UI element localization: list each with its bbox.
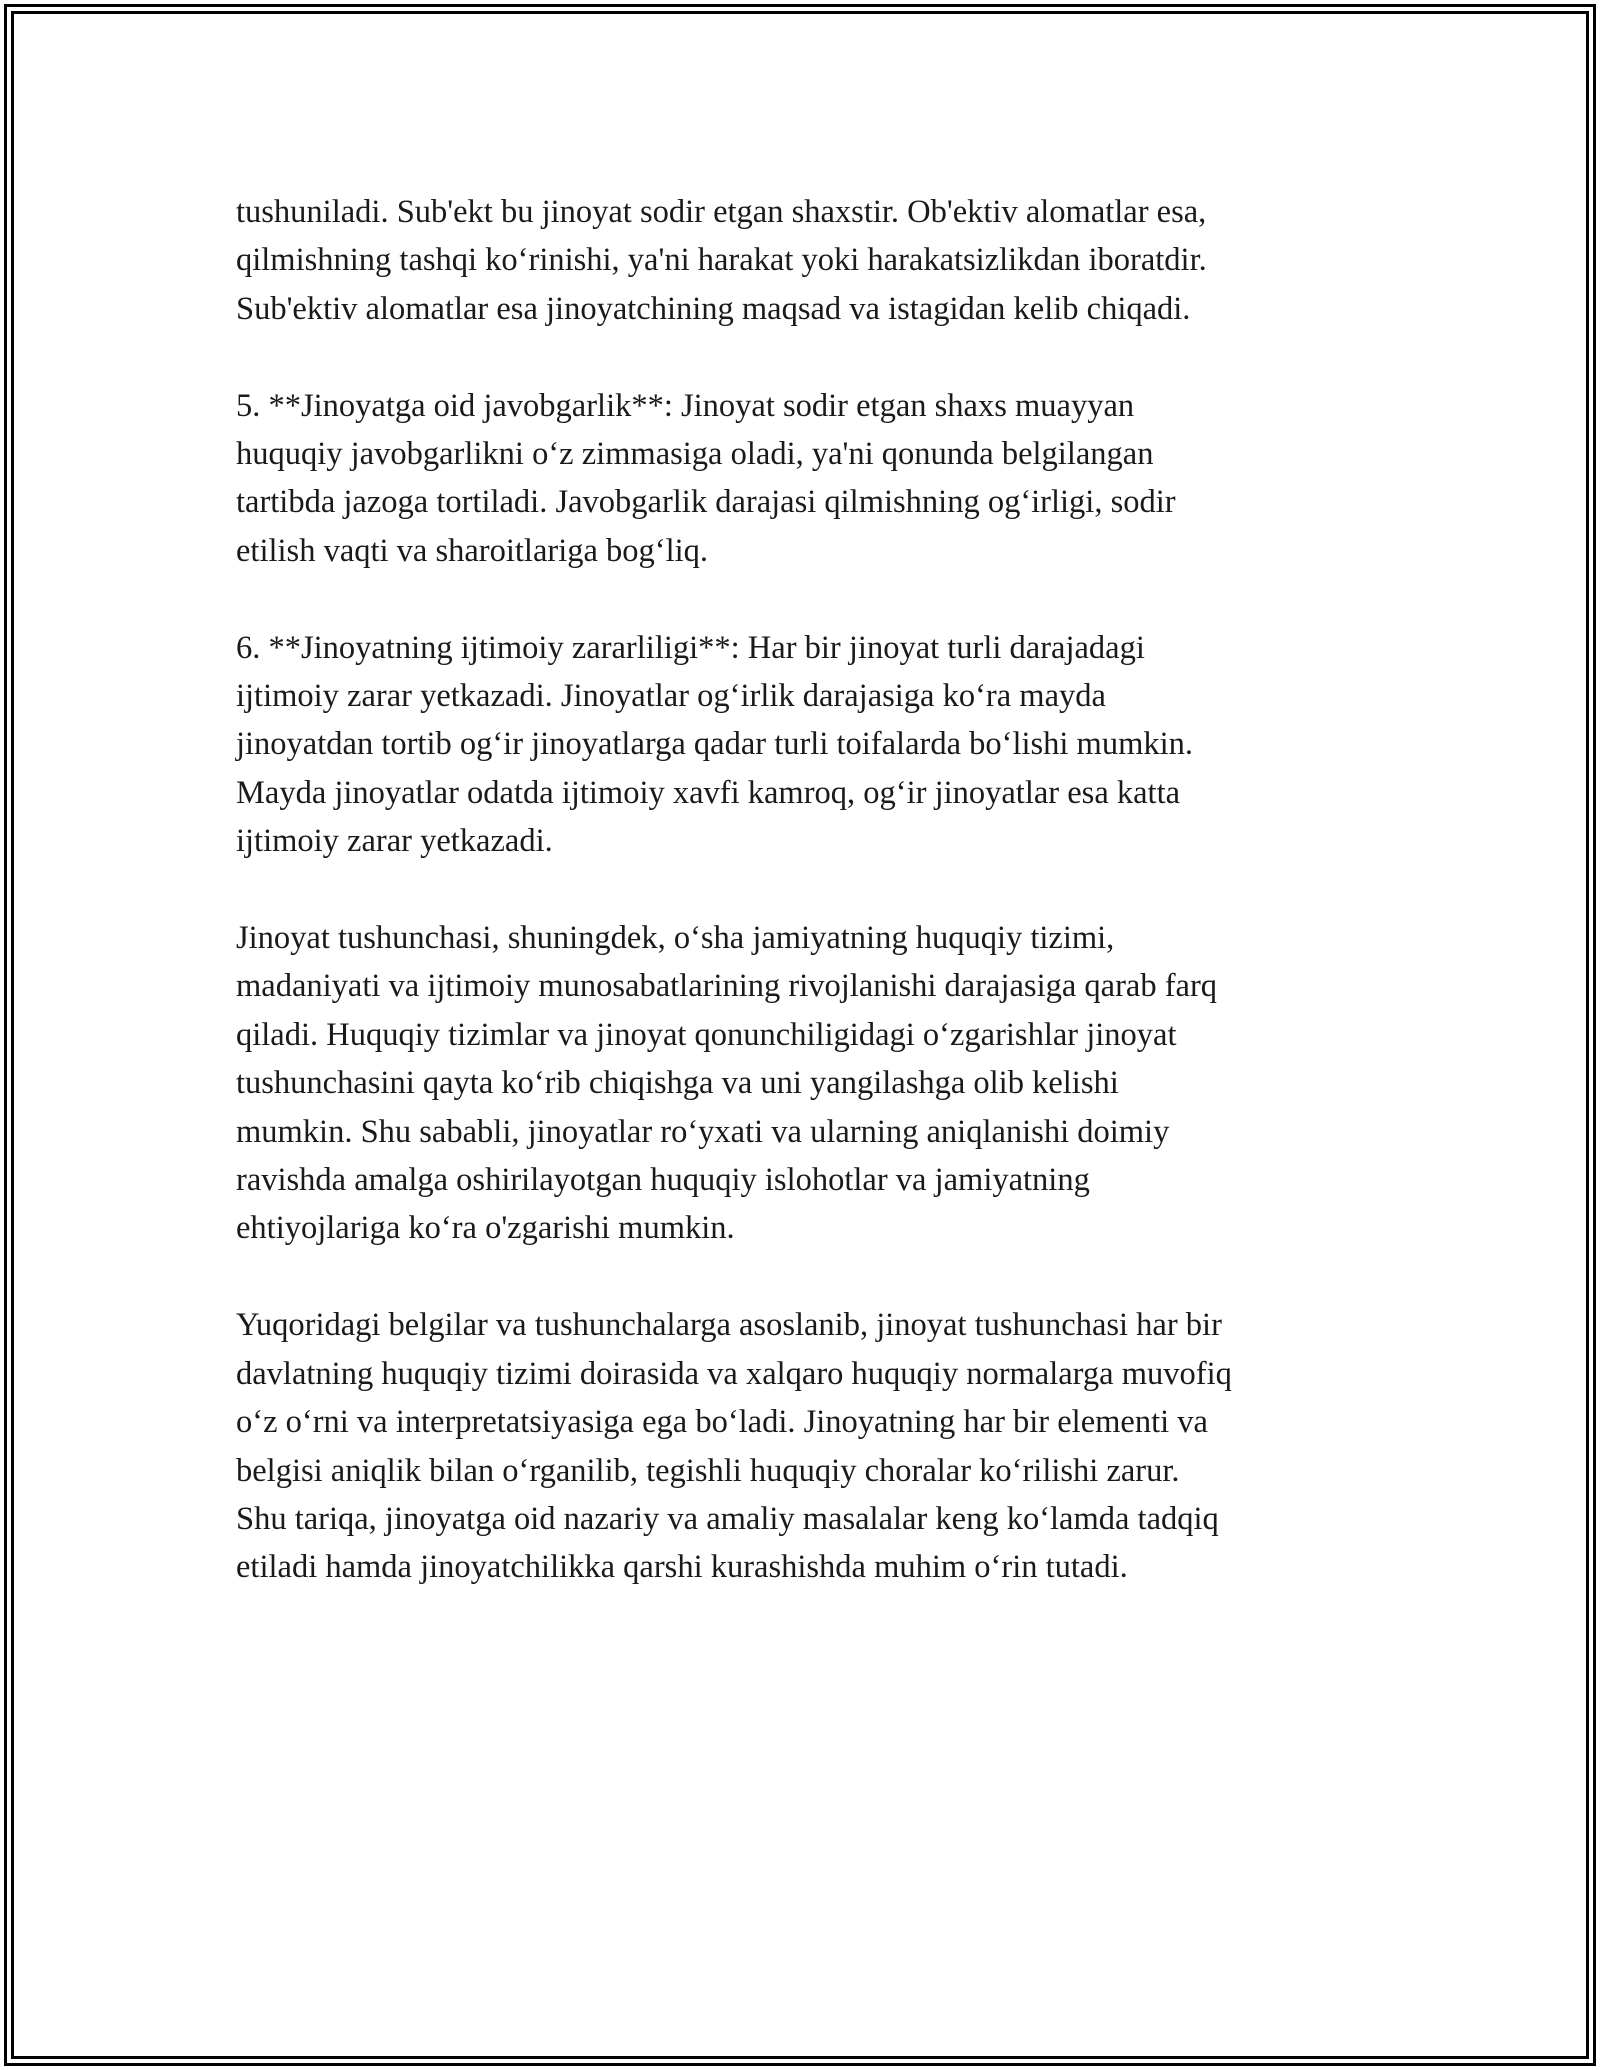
paragraph-social-harm: 6. **Jinoyatning ijtimoiy zararliligi**: Har bir jinoyat turli darajadagi ijtimoiy zarar yetkazadi. Jinoyatlar ogʻirlik darajasiga koʻra mayda jinoyatdan tortib ogʻir jinoyatlarga qadar turli toifalarda boʻlishi mumkin. Mayda jinoyatlar odatda ijtimoiy xavfi kamroq, ogʻir jinoyatlar esa katta ijtimoiy zarar yetkazadi. [236,629,1194,860]
paragraph-conclusion: Yuqoridagi belgilar va tushunchalarga asoslanib, jinoyat tushunchasi har bir davlatning huquqiy tizimi doirasida va xalqaro huquqiy normalarga muvofiq oʻz oʻrni va interpretatsiyasiga ega boʻladi. Jinoyatning har bir elementi va belgisi aniqlik bilan oʻrganilib, tegishli huquqiy choralar koʻrilishi zarur. Shu tariqa, jinoyatga oid nazariy va amaliy masalalar keng koʻlamda tadqiq etiladi hamda jinoyatchilikka qarshi kurashishda muhim oʻrin tutadi. [236,1307,1232,1586]
paragraph-subject-signs: tushuniladi. Sub'ekt bu jinoyat sodir etgan shaxstir. Ob'ektiv alomatlar esa, qilmishning tashqi koʻrinishi, ya'ni harakat yoki harakatsizlikdan iboratdir. Sub'ektiv alomatlar esa jinoyatchining maqsad va istagidan kelib chiqadi. [236,194,1207,327]
document-body [236,188,1366,1592]
paragraph-criminal-liability: 5. **Jinoyatga oid javobgarlik**: Jinoyat sodir etgan shaxs muayyan huquqiy javobgarlikni oʻz zimmasiga oladi, ya'ni qonunda belgilangan tartibda jazoga tortiladi. Javobgarlik darajasi qilmishning ogʻirligi, sodir etilish vaqti va sharoitlariga bogʻliq. [236,387,1176,569]
paragraph-crime-concept-evolution: Jinoyat tushunchasi, shuningdek, oʻsha jamiyatning huquqiy tizimi, madaniyati va ijtimoiy munosabatlarining rivojlanishi darajasiga qarab farq qiladi. Huquqiy tizimlar va jinoyat qonunchiligidagi oʻzgarishlar jinoyat tushunchasini qayta koʻrib chiqishga va uni yangilashga olib kelishi mumkin. Shu sababli, jinoyatlar roʻyxati va ularning aniqlanishi doimiy ravishda amalga oshirilayotgan huquqiy islohotlar va jamiyatning ehtiyojlariga koʻra o'zgarishi mumkin. [236,920,1218,1247]
